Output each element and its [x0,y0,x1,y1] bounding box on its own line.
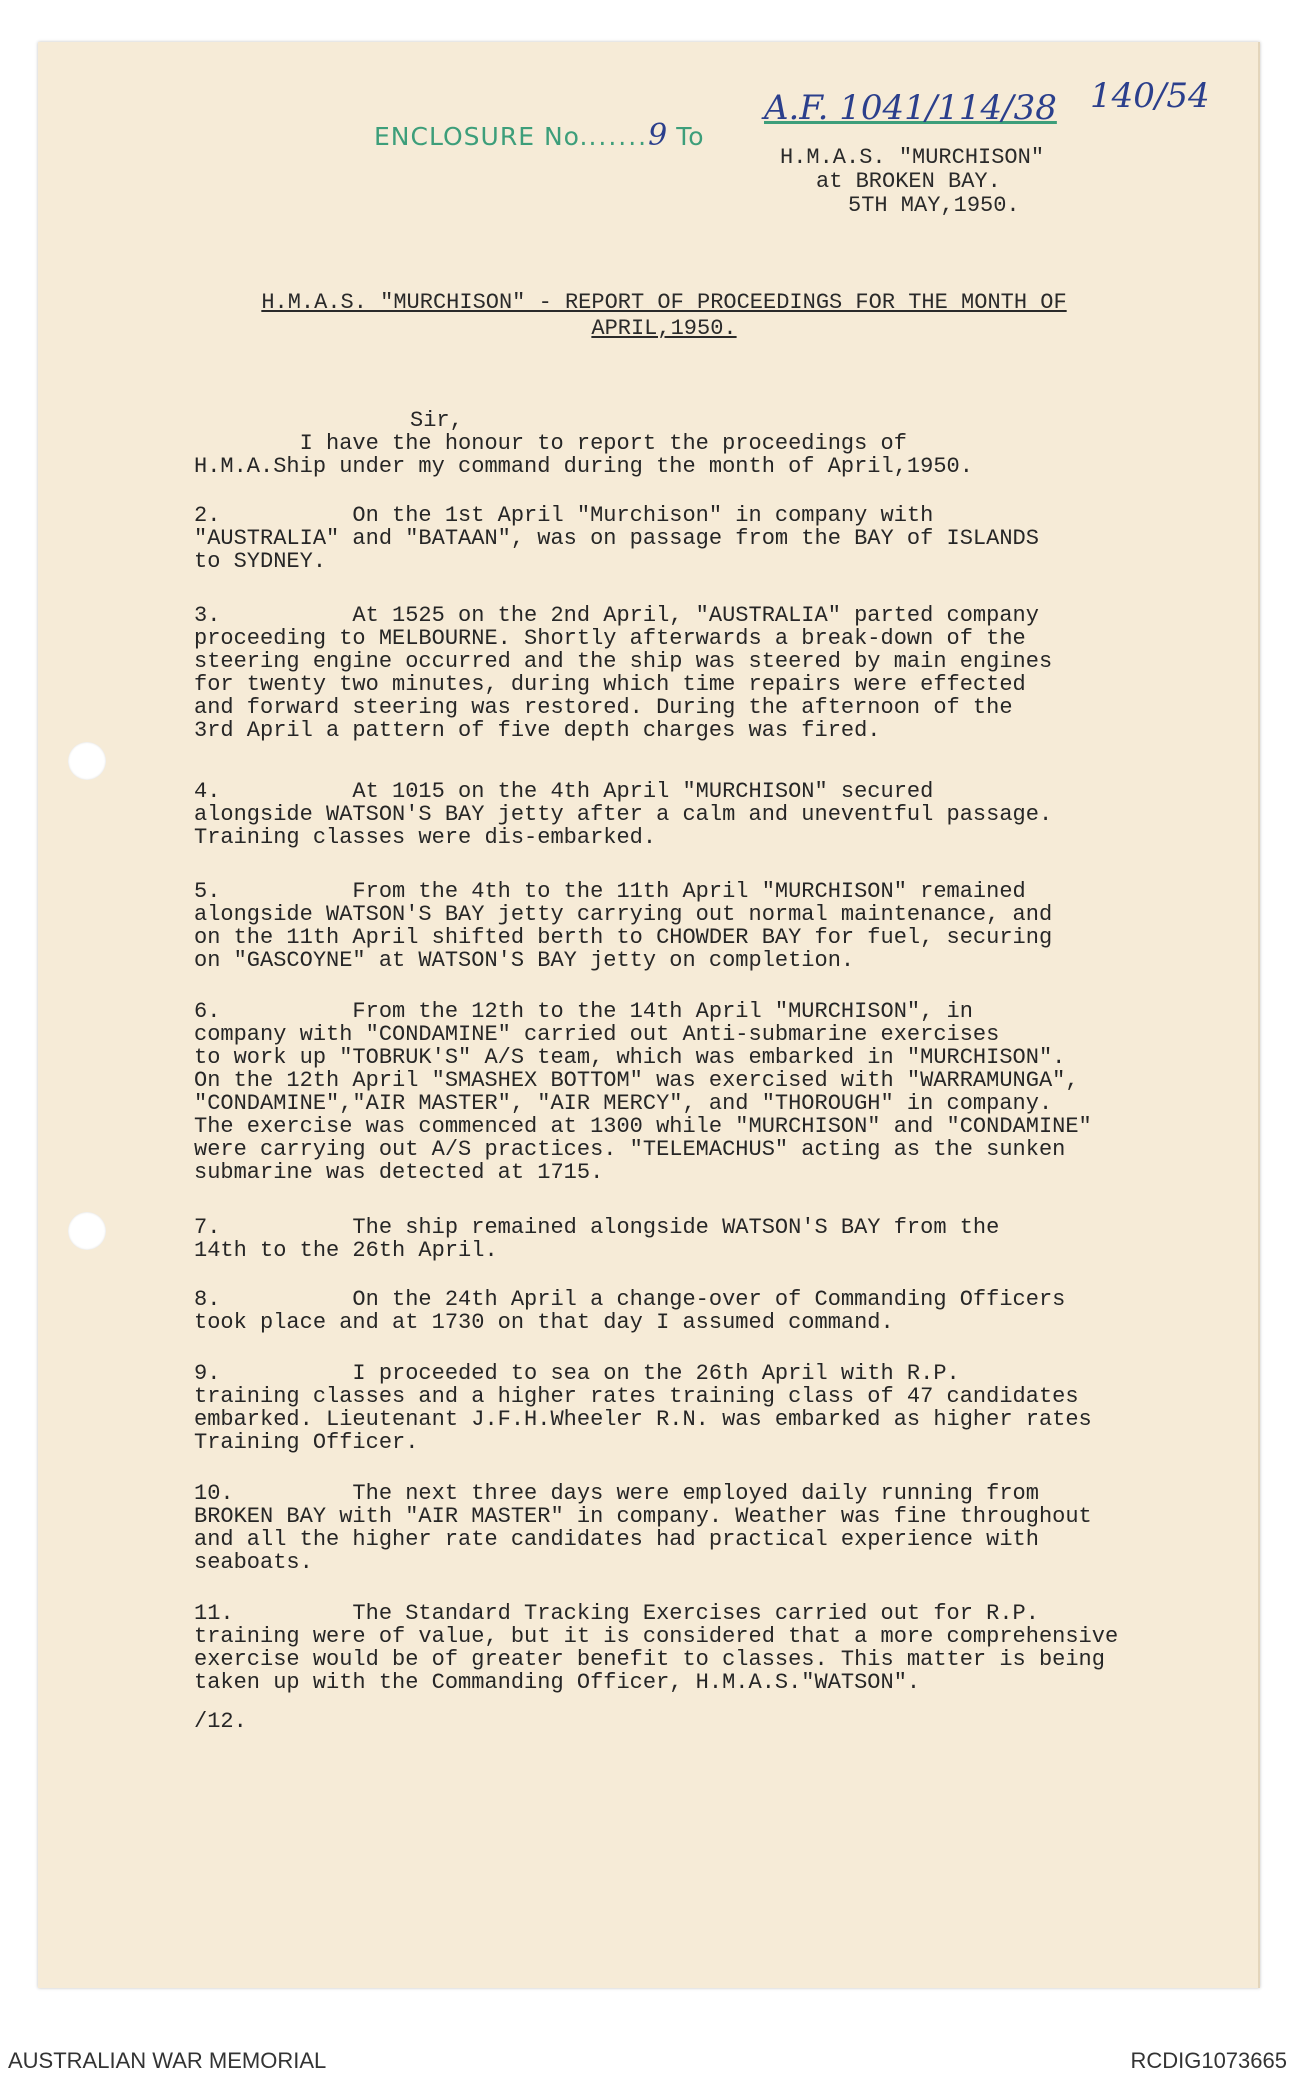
paragraph-9: 9. I proceeded to sea on the 26th April with R.P. training classes and a higher rates training class of 47 candidates embarked. Lieutenant J.F.H.Wheeler R.N. was embarked as higher rates Training Officer. [194,1361,1092,1455]
paragraph-6: 6. From the 12th to the 14th April "MURCHISON", in company with "CONDAMINE" carried out Anti-submarine exercises to work up "TOBRUK'S" A/S team, which was embarked in "MURCHISON". On the 12th April "SMASHEX BOTTOM" was exercised with "WARRAMUNGA", "CONDAMINE","AIR MASTER", "AIR MERCY", and "THOROUGH" in company. The exercise was commenced at 1300 while "MURCHISON" and "CONDAMINE" were carrying out A/S practices. "TELEMACHUS" acting as the sunken submarine was detected at 1715. [194,999,1092,1185]
archive-id: RCDIG1073665 [1130,2048,1287,2073]
title-line-1: H.M.A.S. "MURCHISON" - REPORT OF PROCEEDINGS FOR THE MONTH OF [261,290,1067,315]
handwritten-reference-2: 140/54 [1090,76,1210,116]
sender-location: at BROKEN BAY. [816,169,1001,194]
sender-address [780,146,1044,218]
title-line-2: APRIL,1950. [591,316,737,341]
paragraph-2: 2. On the 1st April "Murchison" in company with "AUSTRALIA" and "BATAAN", was on passage from the BAY of ISLANDS to SYDNEY. [194,503,1039,574]
punch-hole-bottom [68,1212,106,1250]
report-title [204,290,1124,342]
sender-ship: H.M.A.S. "MURCHISON" [780,145,1045,170]
page-continuation: /12. [194,1709,247,1734]
paragraph-8: 8. On the 24th April a change-over of Commanding Officers took place and at 1730 on that day I assumed command. [194,1287,1066,1335]
sender-date: 5TH MAY,1950. [848,193,1020,218]
enclosure-dots: ...... [588,122,649,151]
salutation: Sir, [410,408,463,433]
paragraph-7: 7. The ship remained alongside WATSON'S BAY from the 14th to the 26th April. [194,1215,1000,1263]
enclosure-number: 9 [648,118,668,153]
enclosure-to-label: To [676,122,705,151]
paragraph-1: I have the honour to report the proceedings of H.M.A.Ship under my command during the month of April,1950. [194,431,973,479]
punch-hole-top [68,742,106,780]
enclosure-label: ENCLOSURE No. [374,122,589,151]
archive-credit: AUSTRALIAN WAR MEMORIAL [8,2048,327,2073]
handwritten-reference: A.F. 1041/114/38 [764,88,1057,128]
paragraph-11: 11. The Standard Tracking Exercises carried out for R.P. training were of value, but it is considered that a more comprehensive exercise would be of greater benefit to classes. This matter is being taken up with the Commanding Officer, H.M.A.S."WATSON". [194,1601,1119,1695]
enclosure-stamp [374,118,705,153]
paragraph-3: 3. At 1525 on the 2nd April, "AUSTRALIA" parted company proceeding to MELBOURNE. Shortly afterwards a break-down of the steering engine occurred and the ship was steered by main engines for twenty two minutes, during which time repairs were effected and forward steering was restored. During the afternoon of the 3rd April a pattern of five depth charges was fired. [194,603,1053,743]
paragraph-4: 4. At 1015 on the 4th April "MURCHISON" secured alongside WATSON'S BAY jetty after a calm and uneventful passage. Training classes were dis-embarked. [194,779,1053,850]
paragraph-5: 5. From the 4th to the 11th April "MURCHISON" remained alongside WATSON'S BAY jetty carrying out normal maintenance, and on the 11th April shifted berth to CHOWDER BAY for fuel, securing on "GASCOYNE" at WATSON'S BAY jetty on completion. [194,879,1053,973]
paragraph-10: 10. The next three days were employed daily running from BROKEN BAY with "AIR MASTER" in company. Weather was fine throughout and all the higher rate candidates had practical experience with seaboats. [194,1481,1092,1575]
